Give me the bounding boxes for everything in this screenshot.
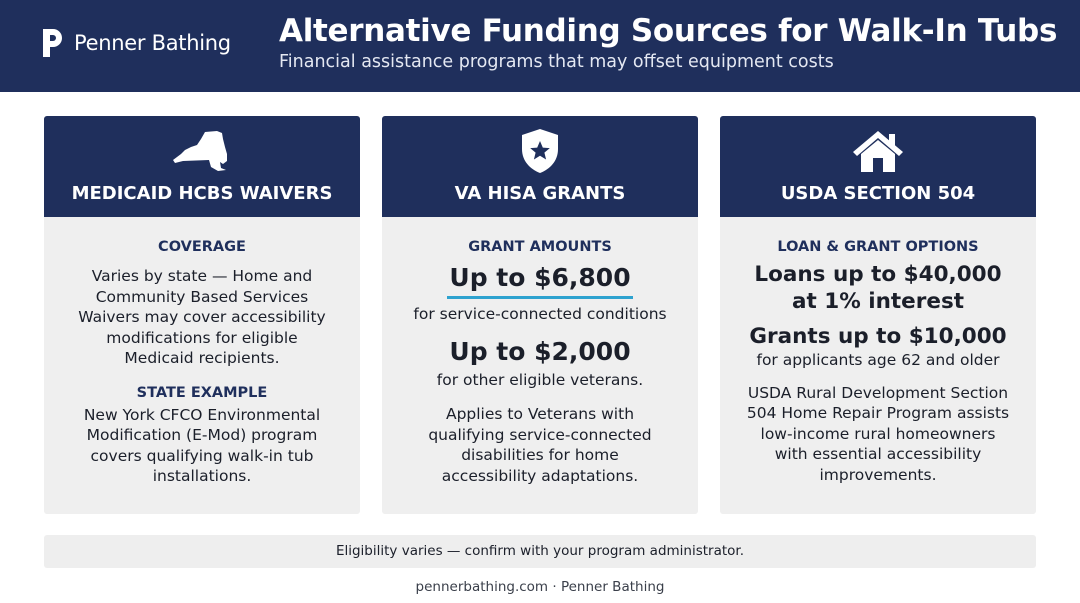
eligibility-text: Applies to Veterans with qualifying service-connected disabilities for home accessibility adaptations. bbox=[428, 405, 652, 485]
grant-amount-note: for applicants age 62 and older bbox=[756, 351, 1000, 369]
grant-amount: Grants up to $10,000 bbox=[749, 324, 1007, 349]
card-header bbox=[44, 116, 360, 217]
new-york-state-icon bbox=[171, 130, 233, 172]
brand-p-icon bbox=[40, 27, 66, 59]
card-header bbox=[382, 116, 698, 217]
loan-amount: Loans up to $40,000 at 1% interest bbox=[754, 262, 1002, 314]
state-example-text: New York CFCO Environmental Modification (E-Mod) program covers qualifying walk-in tub installations. bbox=[83, 405, 321, 485]
page-subtitle: Financial assistance programs that may offset equipment costs bbox=[279, 52, 834, 72]
page-title: Alternative Funding Sources for Walk-In Tubs bbox=[279, 13, 1058, 49]
coverage-text: Varies by state — Home and Community Based Services Waivers may cover accessibility modifications for eligible Medicaid recipients. bbox=[78, 267, 326, 367]
card-title: VA HISA GRANTS bbox=[454, 183, 626, 204]
card-title: USDA SECTION 504 bbox=[780, 183, 976, 204]
grant-amount-note: for service-connected conditions bbox=[413, 305, 667, 323]
grant-amount-secondary: Up to $2,000 bbox=[449, 336, 631, 366]
card-title: MEDICAID HCBS WAIVERS bbox=[71, 183, 333, 204]
section-label: COVERAGE bbox=[158, 239, 246, 255]
header-banner bbox=[0, 0, 1080, 92]
section-label: STATE EXAMPLE bbox=[136, 384, 268, 401]
grant-amount-note: for other eligible veterans. bbox=[436, 370, 644, 389]
brand-logo bbox=[40, 27, 231, 59]
eligibility-disclaimer: Eligibility varies — confirm with your program administrator. bbox=[44, 535, 1036, 568]
program-description: USDA Rural Development Section 504 Home Repair Program assists low-income rural homeowners with essential accessibility improvements. bbox=[746, 383, 1010, 484]
house-icon bbox=[851, 128, 905, 174]
site-credit: pennerbathing.com · Penner Bathing bbox=[415, 579, 665, 595]
card-medicaid bbox=[44, 116, 360, 514]
section-label: LOAN & GRANT OPTIONS bbox=[777, 239, 979, 255]
grant-amount-primary: Up to $6,800 bbox=[447, 263, 632, 299]
card-usda-504 bbox=[720, 116, 1036, 514]
card-va-hisa bbox=[382, 116, 698, 514]
brand-name: Penner Bathing bbox=[74, 31, 231, 55]
card-header bbox=[720, 116, 1036, 217]
section-label: GRANT AMOUNTS bbox=[468, 239, 612, 255]
shield-star-icon bbox=[519, 127, 561, 175]
